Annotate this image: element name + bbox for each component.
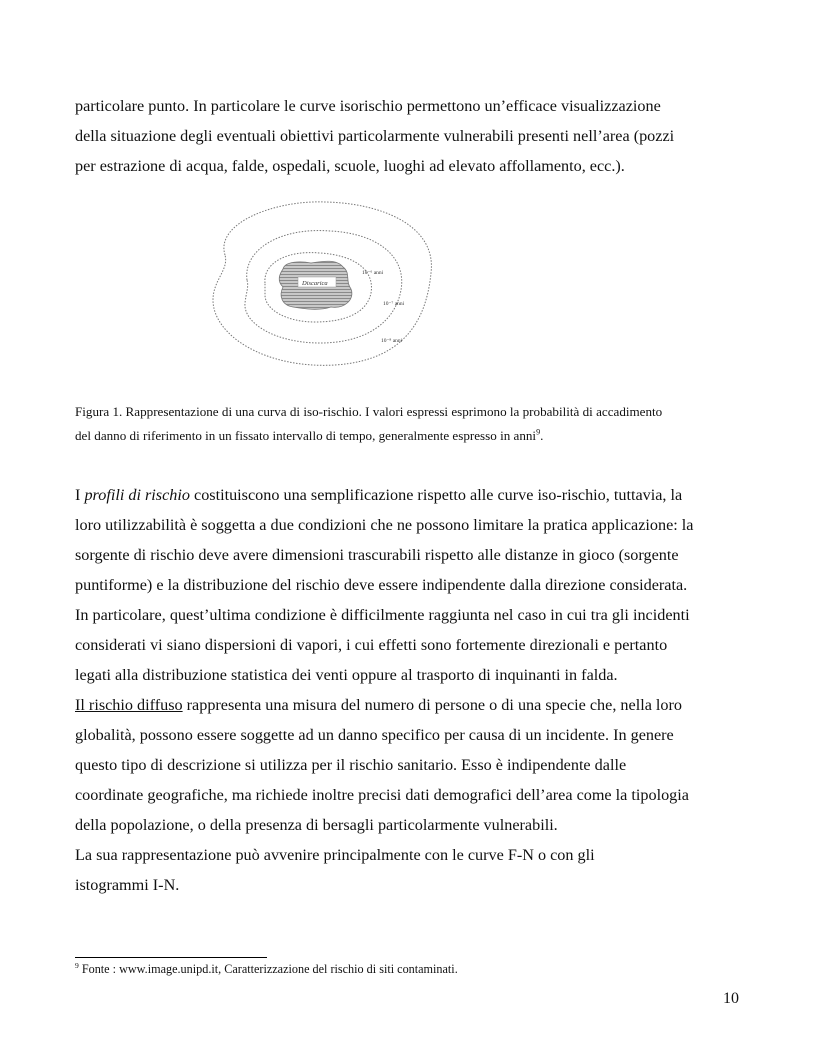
footnote-divider: [75, 957, 267, 958]
text-line: puntiforme) e la distribuzione del rischio deve essere indipendente dalla direzione considerata.: [75, 576, 688, 594]
text-line: considerati vi siano dispersioni di vapori, i cui effetti sono fortemente direzionali e pertanto: [75, 636, 668, 654]
text-line: [75, 690, 745, 720]
footnote-ref: 9: [536, 427, 541, 437]
text-line: globalità, possono essere soggette ad un danno specifico per causa di un incidente. In genere: [75, 726, 674, 744]
footnote: [75, 962, 458, 977]
text-line: istogrammi I-N.: [75, 876, 180, 894]
footnote-text: Fonte : www.image.unipd.it, Caratterizzazione del rischio di siti contaminati.: [78, 962, 458, 976]
text-line: particolare punto. In particolare le curve isorischio permettono un’efficace visualizzazione: [75, 97, 661, 115]
text-line: loro utilizzabilità è soggetta a due condizioni che ne possono limitare la pratica applicazione: la: [75, 516, 694, 534]
contour-label: 10⁻⁶ anni: [362, 270, 384, 276]
text-line: questo tipo di descrizione si utilizza per il rischio sanitario. Esso è indipendente dalle: [75, 756, 627, 774]
caption-line: Figura 1. Rappresentazione di una curva di iso-rischio. I valori espressi esprimono la probabilità di accadimento: [75, 404, 663, 419]
text-line: In particolare, quest’ultima condizione è difficilmente raggiunta nel caso in cui tra gli incidenti: [75, 606, 690, 624]
text-line: sorgente di rischio deve avere dimensioni trascurabili rispetto alle distanze in gioco (sorgente: [75, 546, 679, 564]
text-fragment: I: [75, 486, 85, 504]
caption-line: [75, 424, 755, 448]
figure-caption: [75, 400, 755, 448]
caption-end: .: [540, 428, 544, 443]
text-line: coordinate geografiche, ma richiede inoltre precisi dati demografici dell’area come la tipologia: [75, 786, 689, 804]
text-line: della popolazione, o della presenza di bersagli particolarmente vulnerabili.: [75, 816, 558, 834]
underlined-term: Il rischio diffuso: [75, 696, 183, 714]
iso-risk-figure: [205, 195, 440, 375]
text-line: legati alla distribuzione statistica dei venti oppure al trasporto di inquinanti in falda.: [75, 666, 618, 684]
text-fragment: rappresenta una misura del numero di persone o di una specie che, nella loro: [182, 696, 682, 714]
italic-term: profili di rischio: [84, 486, 190, 504]
iso-risk-diagram: [205, 195, 440, 375]
text-line: per estrazione di acqua, falde, ospedali, scuole, luoghi ad elevato affollamento, ecc.).: [75, 157, 625, 175]
caption-text: del danno di riferimento in un fissato intervallo di tempo, generalmente espresso in anni: [75, 428, 537, 443]
intro-paragraph: [75, 91, 745, 181]
landfill-label: Discarica: [302, 280, 328, 287]
page-number: 10: [723, 990, 739, 1007]
footnote-number: 9: [75, 960, 79, 970]
text-line: [75, 480, 745, 510]
text-line: La sua rappresentazione può avvenire principalmente con le curve F-N o con gli: [75, 846, 595, 864]
contour-label: 10⁻⁸ anni: [381, 338, 403, 344]
contour-label: 10⁻⁷ anni: [383, 301, 405, 307]
text-line: della situazione degli eventuali obiettivi particolarmente vulnerabili presenti nell’area (pozzi: [75, 127, 675, 145]
text-fragment: costituiscono una semplificazione rispetto alle curve iso-rischio, tuttavia, la: [189, 486, 683, 504]
body-paragraph: [75, 480, 745, 900]
